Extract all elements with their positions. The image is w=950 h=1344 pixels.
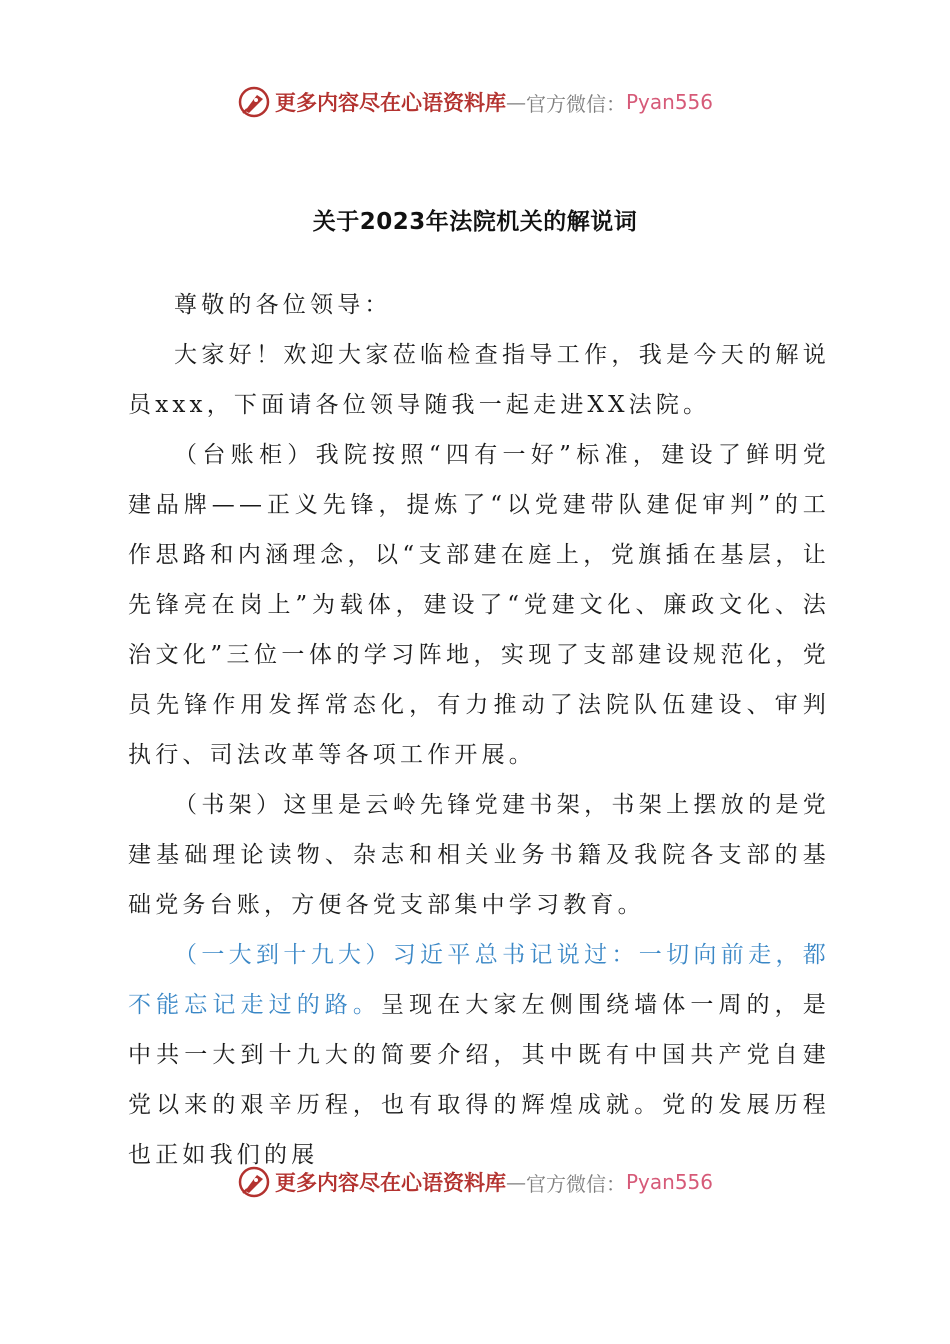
pen-nib-logo-icon (237, 1165, 271, 1199)
watermark-wechat-id: Pyan556 (625, 1170, 713, 1194)
watermark-wechat-label: 官方微信： (525, 91, 626, 116)
watermark-banner-bottom (0, 1162, 950, 1202)
salutation: 尊敬的各位领导： (174, 292, 392, 318)
paragraph-ledger-cabinet: （台账柜）我院按照“四有一好”标准，建设了鲜明党建品牌——正义先锋，提炼了“以党建带队建促审判”的工作思路和内涵理念，以“支部建在庭上，党旗插在基层，让先锋亮在岗上”为载体，建设了“党建文化、廉政文化、法治文化”三位一体的学习阵地，实现了支部建设规范化，党员先锋作用发挥常态化，有力推动了法院队伍建设、审判执行、司法改革等各项工作开展。 (128, 442, 830, 768)
highlighted-quote: （一大到十九大）习近平总书记说过：一切向前走，都不能忘记走过的路。 (128, 942, 830, 1018)
watermark-dash: — (505, 1170, 526, 1194)
paragraph-greeting: 大家好！欢迎大家莅临检查指导工作，我是今天的解说员xxx，下面请各位领导随我一起走进XX法院。 (128, 342, 830, 418)
watermark-wechat-label: 官方微信： (525, 1171, 626, 1196)
watermark-site-text: 更多内容尽在心语资料库 (274, 90, 506, 115)
watermark-dash: — (505, 90, 526, 114)
watermark-site-text: 更多内容尽在心语资料库 (274, 1170, 506, 1195)
pen-nib-logo-icon (237, 85, 271, 119)
paragraph-party-congresses (128, 930, 830, 1180)
document-body (128, 280, 830, 1180)
watermark-banner-top (0, 82, 950, 122)
paragraph-bookshelf: （书架）这里是云岭先锋党建书架，书架上摆放的是党建基础理论读物、杂志和相关业务书籍及我院各支部的基础党务台账，方便各党支部集中学习教育。 (128, 792, 830, 918)
paragraph-congresses-text: 呈现在大家左侧围绕墙体一周的，是中共一大到十九大的简要介绍，其中既有中国共产党自建党以来的艰辛历程，也有取得的辉煌成就。党的发展历程也正如我们的展 (128, 992, 830, 1168)
document-title: 关于2023年法院机关的解说词 (312, 209, 638, 235)
watermark-wechat-id: Pyan556 (625, 90, 713, 114)
